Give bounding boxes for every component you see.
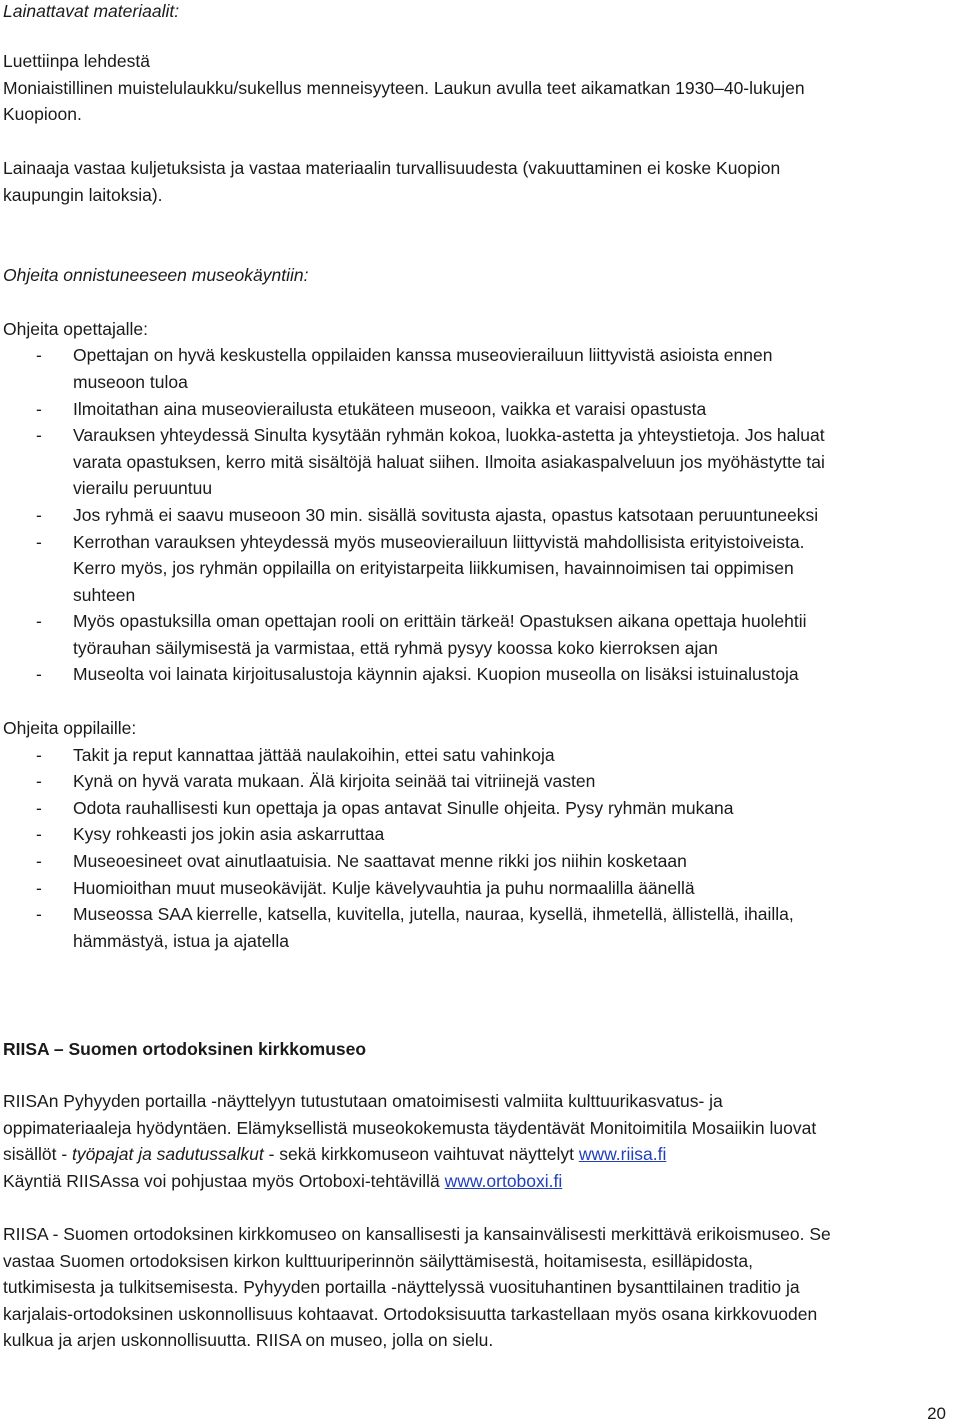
list-item-line: Museolta voi lainata kirjoitusalustoja käynnin ajaksi. Kuopion museolla on lisäksi istuinalustoja <box>73 664 799 684</box>
bullet-dash: - <box>36 664 42 684</box>
text-line: vastaa Suomen ortodoksisen kirkon kulttuuriperinnön säilyttämisestä, hoitamisesta, esilläpidosta, <box>3 1251 753 1271</box>
bullet-dash: - <box>36 505 42 525</box>
list-item-line: Jos ryhmä ei saavu museoon 30 min. sisällä sovitusta ajasta, opastus katsotaan peruuntuneeksi <box>73 505 819 525</box>
ortoboxi-link[interactable]: www.ortoboxi.fi <box>444 1171 563 1191</box>
list-item-line: Kynä on hyvä varata mukaan. Älä kirjoita seinää tai vitriinejä vasten <box>73 771 596 791</box>
list-item-line: Ilmoitathan aina museovierailusta etukäteen museoon, vaikka et varaisi opastusta <box>73 399 707 419</box>
list-item-line: hämmästyä, istua ja ajatella <box>73 931 289 951</box>
section-heading-ohjeita: Ohjeita onnistuneeseen museokäyntiin: <box>3 265 309 285</box>
text-fragment: - sekä kirkkomuseon vaihtuvat näyttelyt <box>263 1144 579 1164</box>
text-line: kaupungin laitoksia). <box>3 185 163 205</box>
bullet-dash: - <box>36 745 42 765</box>
text-line: karjalais-ortodoksinen uskonnollisuus kohtaavat. Ortodoksisuutta tarkastellaan myös osana kirkkovuoden <box>3 1304 818 1324</box>
list-item-line: vierailu peruuntuu <box>73 478 213 498</box>
list-item-line: suhteen <box>73 585 136 605</box>
list-item-line: Varauksen yhteydessä Sinulta kysytään ryhmän kokoa, luokka-astetta ja yhteystietoja. Jos haluat <box>73 425 825 445</box>
subheading-teacher: Ohjeita opettajalle: <box>3 319 148 339</box>
text-line: Moniaistillinen muistelulaukku/sukellus menneisyyteen. Laukun avulla teet aikamatkan 1930–40-lukujen <box>3 78 805 98</box>
list-item-line: Museoesineet ovat ainutlaatuisia. Ne saattavat menne rikki jos niihin kosketaan <box>73 851 687 871</box>
text-line: Luettiinpa lehdestä <box>3 51 150 71</box>
subheading-students: Ohjeita oppilaille: <box>3 718 137 738</box>
riisa-link[interactable]: www.riisa.fi <box>578 1144 667 1164</box>
italic-text: työpajat ja sadutussalkut <box>72 1144 264 1164</box>
text-fragment: Käyntiä RIISAssa voi pohjustaa myös Ortoboxi-tehtävillä <box>3 1171 445 1191</box>
text-fragment: sisällöt - <box>3 1144 73 1164</box>
text-line-with-link <box>3 1141 666 1167</box>
text-line-with-link <box>3 1168 562 1194</box>
bullet-dash: - <box>36 824 42 844</box>
text-line: oppimateriaaleja hyödyntäen. Elämyksellistä museokokemusta täydentävät Monitoimitila Mosaiikin luovat <box>3 1118 817 1138</box>
list-item-line: Odota rauhallisesti kun opettaja ja opas antavat Sinulle ohjeita. Pysy ryhmän mukana <box>73 798 734 818</box>
list-item-line: Takit ja reput kannattaa jättää naulakoihin, ettei satu vahinkoja <box>73 745 555 765</box>
page-number: 20 <box>927 1404 946 1423</box>
bullet-dash: - <box>36 532 42 552</box>
bullet-dash: - <box>36 399 42 419</box>
text-line: tutkimisesta ja tulkitsemisesta. Pyhyyden portailla -näyttelyssä vuosituhantinen bysanttilainen traditio ja <box>3 1277 800 1297</box>
list-item-line: Myös opastuksilla oman opettajan rooli on erittäin tärkeä! Opastuksen aikana opettaja huolehtii <box>73 611 807 631</box>
text-line: RIISAn Pyhyyden portailla -näyttelyyn tutustutaan omatoimisesti valmiita kulttuurikasvatus- ja <box>3 1091 723 1111</box>
bullet-dash: - <box>36 611 42 631</box>
list-item-line: Opettajan on hyvä keskustella oppilaiden kanssa museovierailuun liittyvistä asioista ennen <box>73 345 773 365</box>
list-item-line: Huomioithan muut museokävijät. Kulje kävelyvauhtia ja puhu normaalilla äänellä <box>73 878 695 898</box>
bullet-dash: - <box>36 425 42 445</box>
list-item-line: Kerrothan varauksen yhteydessä myös museovierailuun liittyvistä mahdollisista erityistoiveista. <box>73 532 805 552</box>
text-line: RIISA - Suomen ortodoksinen kirkkomuseo on kansallisesti ja kansainvälisesti merkittävä erikoismuseo. Se <box>3 1224 831 1244</box>
section-heading-riisa: RIISA – Suomen ortodoksinen kirkkomuseo <box>3 1039 367 1059</box>
list-item-line: varata opastuksen, kerro mitä sisältöjä haluat siihen. Ilmoita asiakaspalveluun jos myöhästytte tai <box>73 452 825 472</box>
text-line: Kuopioon. <box>3 104 82 124</box>
text-line: Lainaaja vastaa kuljetuksista ja vastaa materiaalin turvallisuudesta (vakuuttaminen ei koske Kuopion <box>3 158 781 178</box>
section-heading-lainattavat: Lainattavat materiaalit: <box>3 1 180 21</box>
list-item-line: Kerro myös, jos ryhmän oppilailla on erityistarpeita liikkumisen, havainnoimisen tai oppimisen <box>73 558 794 578</box>
list-item-line: Museossa SAA kierrelle, katsella, kuvitella, jutella, nauraa, kysellä, ihmetellä, ällistellä, ihailla, <box>73 904 794 924</box>
bullet-dash: - <box>36 851 42 871</box>
list-item-line: Kysy rohkeasti jos jokin asia askarruttaa <box>73 824 385 844</box>
bullet-dash: - <box>36 878 42 898</box>
bullet-dash: - <box>36 345 42 365</box>
list-item-line: museoon tuloa <box>73 372 188 392</box>
list-item-line: työrauhan säilymisestä ja varmistaa, että ryhmä pysyy koossa koko kierroksen ajan <box>73 638 718 658</box>
bullet-dash: - <box>36 771 42 791</box>
bullet-dash: - <box>36 904 42 924</box>
text-line: kulkua ja arjen uskonnollisuutta. RIISA on museo, jolla on sielu. <box>3 1330 494 1350</box>
bullet-dash: - <box>36 798 42 818</box>
